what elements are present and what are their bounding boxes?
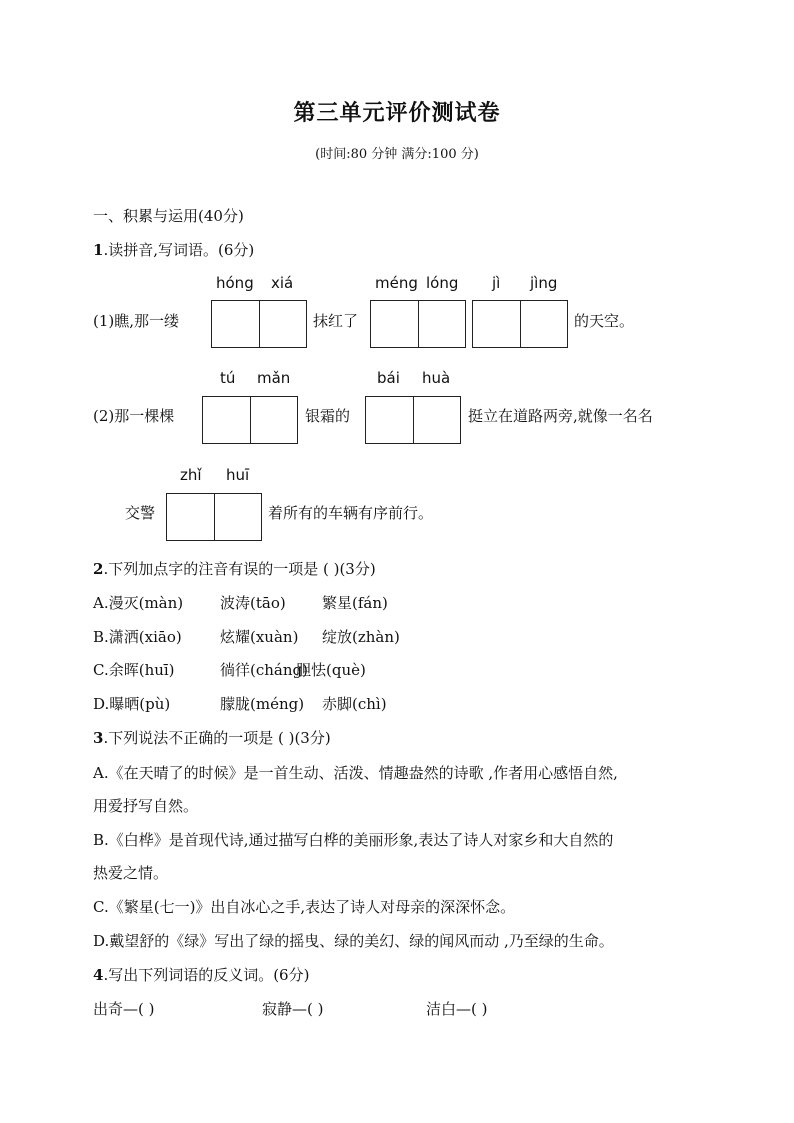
- antonym-item[interactable]: 洁白—( ): [426, 1000, 488, 1018]
- question-number: 2: [93, 560, 104, 578]
- option-item: 绽放(zhàn): [322, 628, 400, 646]
- option-text[interactable]: C.《繁星(七一)》出自冰心之手,表达了诗人对母亲的深深怀念。: [93, 898, 516, 916]
- option-item: 赤脚(chì): [322, 695, 387, 713]
- pinyin: tú: [220, 369, 236, 387]
- question-stem: .下列加点字的注音有误的一项是 ( )(3分): [103, 560, 376, 578]
- pinyin: jìng: [530, 274, 558, 292]
- option-row-a[interactable]: [93, 592, 388, 613]
- page-title: 第三单元评价测试卷: [293, 100, 501, 126]
- sentence-2-middle: 银霜的: [305, 407, 351, 425]
- option-item: B.潇洒(xiāo): [93, 628, 182, 646]
- option-text-continued: 热爱之情。: [93, 864, 169, 882]
- pinyin: bái: [377, 369, 400, 387]
- pinyin: huī: [226, 466, 250, 484]
- pinyin: lóng: [426, 274, 459, 292]
- option-item: 胆怯(què): [296, 661, 366, 679]
- pinyin: zhǐ: [180, 466, 202, 484]
- sentence-1-suffix: 的天空。: [574, 312, 635, 330]
- section-heading: 一、积累与运用(40分): [93, 207, 244, 225]
- option-text[interactable]: A.《在天晴了的时候》是一首生动、活泼、情趣盎然的诗歌 ,作者用心感悟自然,: [93, 764, 618, 782]
- option-text[interactable]: B.《白桦》是首现代诗,通过描写白桦的美丽形象,表达了诗人对家乡和大自然的: [93, 831, 614, 849]
- option-item: 波涛(tāo): [220, 594, 286, 612]
- sentence-1-prefix: (1)瞧,那一缕: [93, 312, 180, 330]
- option-item: A.漫灭(màn): [93, 594, 184, 612]
- pinyin: mǎn: [257, 369, 291, 387]
- question-3: [93, 727, 331, 748]
- option-text[interactable]: D.戴望舒的《绿》写出了绿的摇曳、绿的美幻、绿的闻风而动 ,乃至绿的生命。: [93, 932, 614, 950]
- pinyin: xiá: [271, 274, 294, 292]
- answer-box[interactable]: [370, 300, 466, 348]
- sentence-2-suffix: 挺立在道路两旁,就像一名名: [468, 407, 653, 425]
- pinyin: méng: [375, 274, 418, 292]
- question-stem: .下列说法不正确的一项是 ( )(3分): [103, 729, 331, 747]
- option-row-c[interactable]: [93, 659, 366, 680]
- sentence-3-prefix: 交警: [125, 504, 156, 522]
- option-row-d[interactable]: [93, 693, 387, 714]
- pinyin: jì: [492, 274, 501, 292]
- answer-box[interactable]: [202, 396, 298, 444]
- antonym-item[interactable]: 寂静—( ): [262, 1000, 324, 1018]
- option-item: 繁星(fán): [322, 594, 388, 612]
- option-row-b[interactable]: [93, 626, 400, 647]
- question-number: 3: [93, 729, 104, 747]
- question-number: 4: [93, 966, 104, 984]
- pinyin: huà: [422, 369, 451, 387]
- answer-box[interactable]: [211, 300, 307, 348]
- option-item: 炫耀(xuàn): [220, 628, 299, 646]
- question-2: [93, 558, 376, 579]
- option-text-continued: 用爱抒写自然。: [93, 797, 199, 815]
- sentence-2-prefix: (2)那一棵棵: [93, 407, 175, 425]
- option-item: D.曝晒(pù): [93, 695, 171, 713]
- option-item: C.余晖(huī): [93, 661, 175, 679]
- answer-box[interactable]: [472, 300, 568, 348]
- question-4: [93, 964, 309, 985]
- question-stem: .写出下列词语的反义词。(6分): [103, 966, 310, 984]
- sentence-3-suffix: 着所有的车辆有序前行。: [268, 504, 434, 522]
- option-item: 朦胧(méng): [220, 695, 305, 713]
- question-number: 1: [93, 241, 104, 259]
- exam-info: (时间:80 分钟 满分:100 分): [315, 147, 479, 162]
- question-1: [93, 239, 254, 260]
- option-item: 徜徉(cháng): [220, 661, 308, 679]
- answer-box[interactable]: [365, 396, 461, 444]
- sentence-1-middle: 抹红了: [313, 312, 359, 330]
- pinyin: hóng: [216, 274, 254, 292]
- antonym-item[interactable]: 出奇—( ): [93, 1000, 155, 1018]
- question-stem: .读拼音,写词语。(6分): [103, 241, 255, 259]
- answer-box[interactable]: [166, 493, 262, 541]
